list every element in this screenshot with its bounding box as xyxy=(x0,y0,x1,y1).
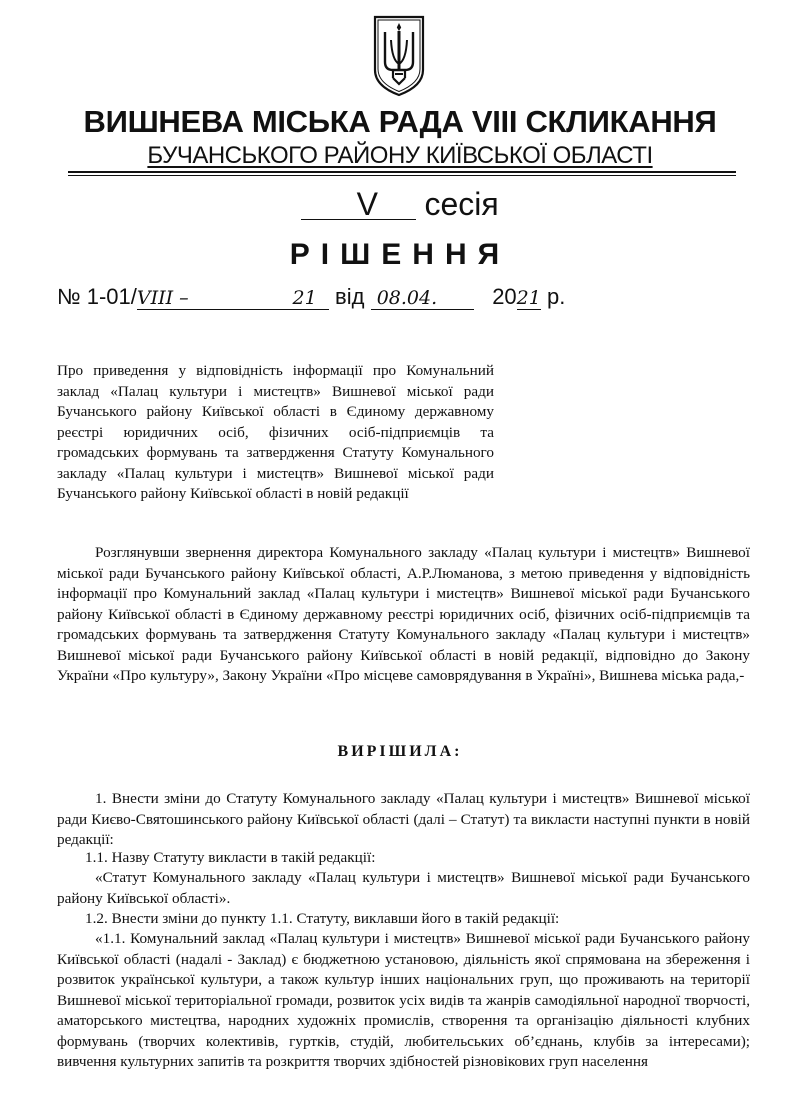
session-number: V xyxy=(301,189,415,220)
council-title: ВИШНЕВА МІСЬКА РАДА VIII СКЛИКАННЯ xyxy=(83,104,717,139)
item-1-1-text: «Статут Комунального закладу «Палац культури і мистецтв» Вишневої міської ради Бучанського району Київської області». xyxy=(57,869,750,907)
date-prefix: від xyxy=(335,284,365,309)
handwritten-date-field: 08.04. xyxy=(371,286,474,310)
district-subtitle: БУЧАНСЬКОГО РАЙОНУ КИЇВСЬКОЇ ОБЛАСТІ xyxy=(147,142,653,169)
number-prefix: № 1-01/ xyxy=(57,284,137,309)
coat-of-arms-icon xyxy=(371,14,427,98)
session-line xyxy=(0,186,800,223)
year-suffix: р. xyxy=(546,284,566,309)
handwritten-year-field: 21 xyxy=(516,287,541,309)
decision-title: РІШЕННЯ xyxy=(289,238,511,271)
item-1: 1. Внести зміни до Статуту Комунального закладу «Палац культури і мистецтв» Вишневої міської ради Києво-Святошинського району Київської області (далі – Статут) та викласти наступні пункти в новій редакції: xyxy=(57,790,750,848)
item-1-2: 1.2. Внести зміни до пункту 1.1. Статуту, виклавши його в такій редакції: xyxy=(85,910,560,927)
header-divider-thin xyxy=(68,175,736,176)
decision-subject: Про приведення у відповідність інформації про Комунальний заклад «Палац культури і мистецтв» Вишневої міської ради Бучанського району Київської області в Єдиному державному реєстрі юридичних осіб, фізичних осіб-підприємців та громадських формувань та затвердження Статуту Комунального закладу «Палац культури і мистецтв» Вишневої міської ради Бучанського району Київської області в новій редакції xyxy=(57,362,494,502)
session-label: сесія xyxy=(424,186,499,222)
item-1-1: 1.1. Назву Статуту викласти в такій редакції: xyxy=(85,849,376,866)
year-prefix: 20 xyxy=(492,284,517,309)
preamble-paragraph: Розглянувши звернення директора Комунального закладу «Палац культури і мистецтв» Вишневої міської ради Бучанського району Київської області, А.Р.Люманова, з метою приведення у відповідність інформації про Комунальний заклад «Палац культури і мистецтв» Вишневої міської ради Бучанського району Київської області в Єдиному державному реєстрі юридичних осіб, фізичних осіб-підприємців та громадських формувань та затвердження Статуту Комунального закладу «Палац культури і мистецтв» Вишневої міської ради Бучанського району Київської області в новій редакції, відповідно до Закону України «Про культуру», Закону України «Про місцеве самоврядування в Україні», Вишнева міська рада,- xyxy=(57,544,750,684)
handwritten-number-field: VIII – 21 xyxy=(137,286,329,310)
item-1-2-text: «1.1. Комунальний заклад «Палац культури і мистецтв» Вишневої міської ради Бучанського району Київської області (надалі - Заклад) є бюджетною установою, діяльність якої спрямована на збереження і розвиток української культури, а також культур інших національних груп, що проживають на території Вишневої міської територіальної громади, розвиток усіх видів та жанрів самодіяльної народної творчості, аматорського мистецтва, народних художніх промислів, створення та організацію діяльності клубних формувань (творчих колективів, гуртків, студій, любительських об’єднань, клубів за інтересами); вивчення культурних запитів та розкриття творчих здібностей різновікових груп населення xyxy=(57,930,750,1070)
header-divider-thick xyxy=(68,171,736,173)
resolved-heading: ВИРІШИЛА: xyxy=(337,743,463,760)
decision-number-line xyxy=(57,284,565,310)
